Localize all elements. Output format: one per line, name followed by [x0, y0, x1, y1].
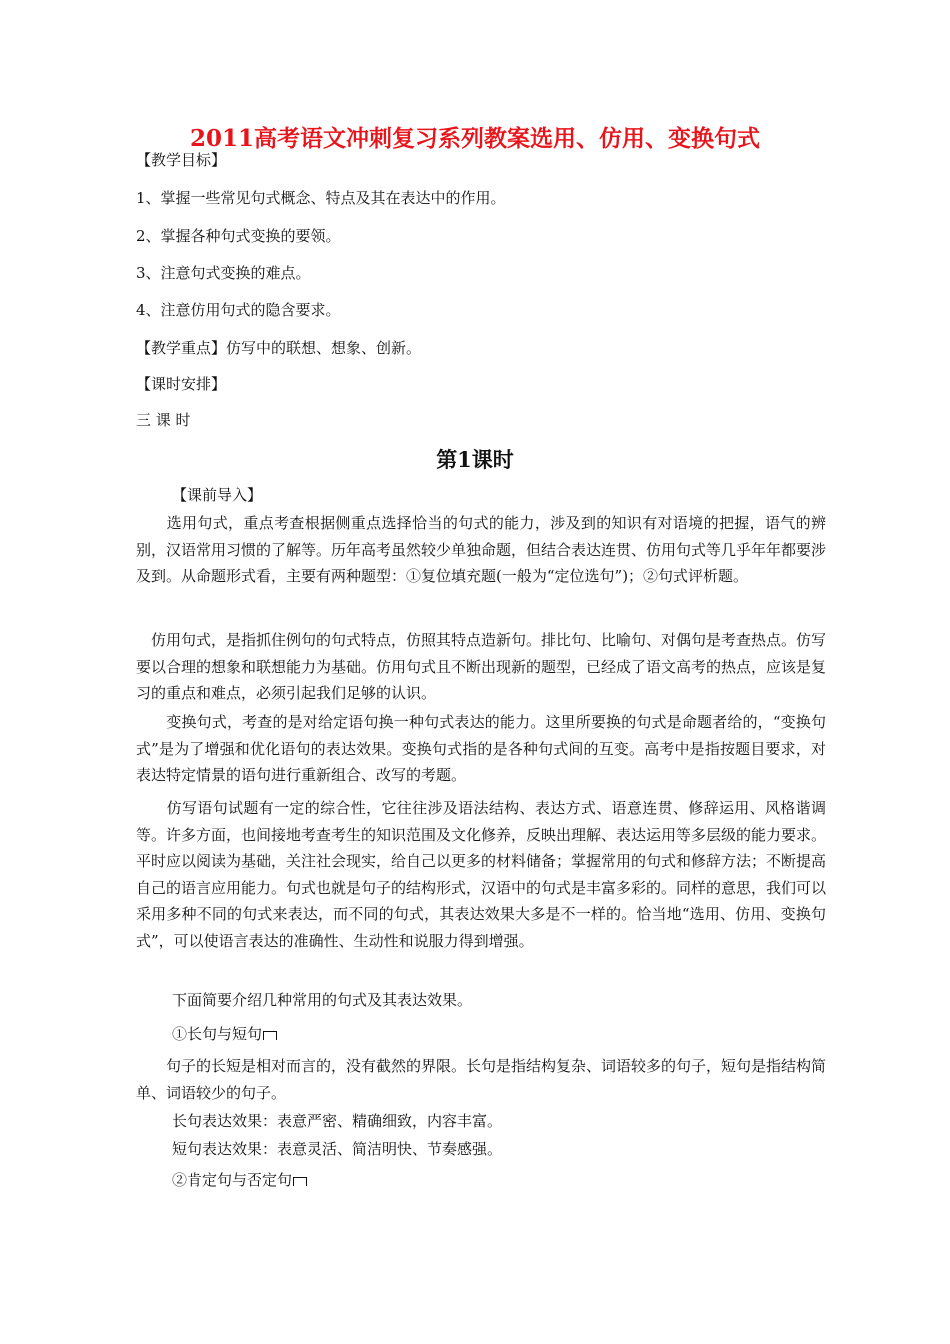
- paragraph-practice: 仿写语句试题有一定的综合性，它往往涉及语法结构、表达方式、语意连贯、修辞运用、风格谐调等。许多方面，也间接地考查考生的知识范围及文化修养，反映出理解、表达运用等多层级的能力要求。平时应以阅读为基础，关注社会现实，给自己以更多的材料储备；掌握常用的句式和修辞方法；不断提高自己的语言应用能力。句式也就是句子的结构形式，汉语中的句式是丰富多彩的。同样的意思，我们可以采用多种不同的句式来表达，而不同的句式，其表达效果大多是不一样的。恰当地“选用、仿用、变换句式”，可以使语言表达的准确性、生动性和说服力得到增强。: [136, 799, 827, 950]
- intro-heading: 【课前导入】: [172, 486, 263, 504]
- goal-item: 3、注意句式变换的难点。: [136, 264, 311, 282]
- goal-item: 1、掌握一些常见句式概念、特点及其在表达中的作用。: [136, 189, 506, 207]
- paragraph-long-short: 句子的长短是相对而言的，没有截然的界限。长句是指结构复杂、词语较多的句子，短句是指结构简单、词语较少的句子。: [136, 1057, 827, 1102]
- short-effect: 短句表达效果：表意灵活、简洁明快、节奏感强。: [172, 1140, 503, 1158]
- bracket-icon: [263, 1031, 277, 1040]
- document-title: 2011高考语文冲刺复习系列教案选用、仿用、变换句式: [189, 125, 760, 152]
- goal-item: 4、注意仿用句式的隐含要求。: [136, 301, 341, 319]
- schedule-value: 三 课 时: [136, 411, 191, 429]
- item-long-short: [172, 1024, 277, 1044]
- long-effect: 长句表达效果：表意严密、精确细致，内容丰富。: [172, 1112, 503, 1130]
- item-affirm-negate-label: ②肯定句与否定句: [172, 1171, 293, 1189]
- bracket-icon: [293, 1177, 307, 1186]
- item-affirm-negate: [172, 1170, 307, 1190]
- paragraph-transform: 变换句式，考查的是对给定语句换一种句式表达的能力。这里所要换的句式是命题者给的，“变换句式”是为了增强和优化语句的表达效果。变换句式指的是各种句式间的互变。高考中是指按题目要求，对表达特定情景的语句进行重新组合、改写的考题。: [136, 713, 826, 784]
- focus-line: 【教学重点】仿写中的联想、想象、创新。: [136, 339, 422, 357]
- schedule-heading: 【课时安排】: [136, 375, 227, 393]
- lesson-title: 第1课时: [436, 447, 514, 472]
- paragraph-imitate: 仿用句式，是指抓住例句的句式特点，仿照其特点造新句。排比句、比喻句、对偶句是考查热点。仿写要以合理的想象和联想能力为基础。仿用句式且不断出现新的题型，已经成了语文高考的热点，应该是复习的重点和难点，必须引起我们足够的认识。: [136, 631, 827, 702]
- intro-next: 下面简要介绍几种常用的句式及其表达效果。: [172, 991, 473, 1009]
- paragraph-select: 选用句式，重点考查根据侧重点选择恰当的句式的能力，涉及到的知识有对语境的把握，语气的辨别，汉语常用习惯的了解等。历年高考虽然较少单独命题，但结合表达连贯、仿用句式等几乎年年都要涉及到。从命题形式看，主要有两种题型：①复位填充题(一般为“定位选句”)；②句式评析题。: [136, 514, 827, 585]
- goal-item: 2、掌握各种句式变换的要领。: [136, 227, 341, 245]
- item-long-short-label: ①长句与短句: [172, 1025, 263, 1043]
- goals-heading: 【教学目标】: [136, 151, 227, 169]
